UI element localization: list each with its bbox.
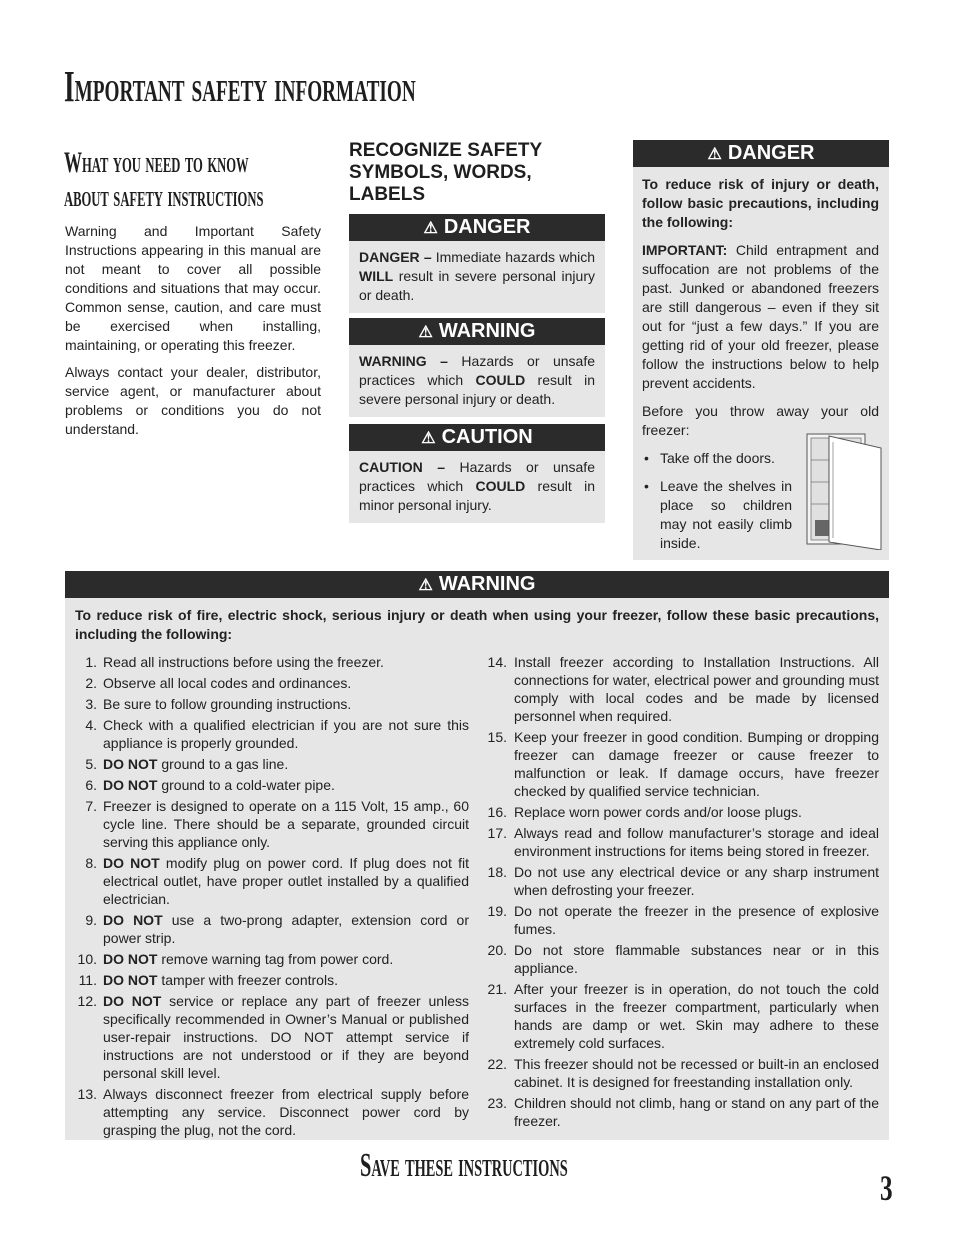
list-item: 2. Observe all local codes and ordinances. — [77, 674, 469, 692]
list-item: 4. Check with a qualified electrician if you are not sure this appliance is properly grounded. — [77, 716, 469, 752]
caution-symbol-box — [349, 424, 605, 523]
list-item: 23. Children should not climb, hang or stand on any part of the freezer. — [485, 1094, 879, 1130]
list-item: 7. Freezer is designed to operate on a 115 Volt, 15 amp., 60 cycle line. There should be a separate, grounded circuit serving this appliance only. — [77, 797, 469, 851]
intro-text — [65, 222, 321, 447]
item-number: 3. — [85, 696, 97, 712]
list-item: 16. Replace worn power cords and/or loose plugs. — [485, 803, 879, 821]
freezer-illustration — [805, 430, 883, 550]
list-item: 20. Do not store flammable substances near or in this appliance. — [485, 941, 879, 977]
list-item: • Leave the shelves in place so children may not easily climb inside. — [644, 478, 792, 551]
item-number: 17. — [487, 825, 507, 841]
caution-label-bar: ⚠ CAUTION — [349, 424, 605, 451]
list-item: 9. DO NOT use a two-prong adapter, extension cord or power strip. — [77, 911, 469, 947]
warning-description: WARNING – Hazards or unsafe practices which COULD result in severe personal injury or death. — [359, 353, 595, 407]
warning-triangle-icon: ⚠ — [421, 430, 436, 447]
before-throw-away: Before you throw away your old freezer: — [642, 403, 879, 438]
list-item: • Take off the doors. — [644, 450, 775, 466]
danger-symbol-box — [349, 214, 605, 313]
warning-triangle-icon: ⚠ — [423, 220, 438, 237]
list-item: 22. This freezer should not be recessed or built-in an enclosed cabinet. It is designed for freestanding installation only. — [485, 1055, 879, 1091]
danger-panel-bar: ⚠ DANGER — [633, 140, 889, 167]
item-number: 8. — [85, 855, 97, 871]
item-number: 12. — [77, 993, 97, 1009]
warning-triangle-icon: ⚠ — [418, 324, 433, 341]
item-number: 2. — [85, 675, 97, 691]
item-number: 1. — [85, 654, 97, 670]
list-item: 17. Always read and follow manufacturer’s storage and ideal environment instructions for items being stored in freezer. — [485, 824, 879, 860]
warning-panel-bar: ⚠ WARNING — [65, 571, 889, 598]
item-number: 11. — [78, 972, 97, 988]
danger-description: DANGER – Immediate hazards which WILL result in severe personal injury or death. — [359, 249, 595, 303]
item-number: 21. — [487, 981, 507, 997]
list-item: 14. Install freezer according to Installation Instructions. All connections for water, electrical power and grounding must comply with local codes and be made by licensed personnel when required. — [485, 653, 879, 725]
item-number: 22. — [487, 1056, 507, 1072]
recognize-heading: RECOGNIZE SAFETY SYMBOLS, WORDS, LABELS — [349, 140, 543, 205]
item-number: 19. — [487, 903, 507, 919]
list-item: 6. DO NOT ground to a cold-water pipe. — [77, 776, 469, 794]
item-number: 10. — [77, 951, 97, 967]
intro-paragraph: Warning and Important Safety Instructions appearing in this manual are not meant to cover all possible conditions and situations that may occur. Common sense, caution, and care must be exercised when installing, maintaining, or operating this freezer. — [65, 223, 321, 353]
intro-paragraph: Always contact your dealer, distributor, service agent, or manufacturer about problems or conditions you do not understand. — [65, 364, 321, 437]
item-number: 16. — [487, 804, 507, 820]
warning-label-bar: ⚠ WARNING — [349, 318, 605, 345]
page-title: Important safety information — [64, 62, 416, 111]
item-number: 6. — [85, 777, 97, 793]
danger-panel — [633, 140, 889, 560]
warning-panel-lead: To reduce risk of fire, electric shock, serious injury or death when using your freezer, follow these basic precautions, including the following: — [75, 607, 879, 642]
list-item: 19. Do not operate the freezer in the presence of explosive fumes. — [485, 902, 879, 938]
list-item: 18. Do not use any electrical device or any sharp instrument when defrosting your freezer. — [485, 863, 879, 899]
list-item: 21. After your freezer is in operation, do not touch the cold surfaces in the freezer compartment, particularly when hands are damp or wet. Skin may adhere to these extremely cold surfaces. — [485, 980, 879, 1052]
list-item: 10. DO NOT remove warning tag from power cord. — [77, 951, 394, 967]
warning-triangle-icon: ⚠ — [418, 577, 433, 594]
list-item: 11. DO NOT tamper with freezer controls. — [78, 972, 338, 988]
precautions-right-column — [485, 653, 879, 1133]
danger-panel-lead: To reduce risk of injury or death, follow basic precautions, including the following: — [642, 176, 879, 230]
item-number: 23. — [487, 1095, 507, 1111]
save-instructions: Save these instructions — [360, 1147, 568, 1184]
warning-panel — [65, 571, 889, 1140]
list-item: 12. DO NOT service or replace any part of freezer unless specifically recommended in Owner’s Manual or published user-repair instructions. DO NOT attempt service if instructions are not understood or if they are beyond personal skill level. — [77, 993, 469, 1081]
item-number: 14. — [487, 654, 507, 670]
item-number: 7. — [85, 798, 97, 814]
item-number: 13. — [77, 1086, 97, 1102]
item-number: 20. — [487, 942, 507, 958]
list-item: 1. Read all instructions before using the freezer. — [77, 653, 469, 671]
page-number: 3 — [880, 1168, 893, 1208]
list-item: 3. Be sure to follow grounding instructions. — [77, 695, 469, 713]
section-title: What you need to know about safety instructions — [64, 146, 264, 213]
disposal-list — [642, 449, 792, 553]
list-item: 8. DO NOT modify plug on power cord. If plug does not fit electrical outlet, have proper outlet installed by a qualified electrician. — [77, 854, 469, 908]
list-item: 13. Always disconnect freezer from electrical supply before attempting any service. Disconnect power cord by grasping the plug, not the cord. — [77, 1086, 469, 1138]
list-item: 15. Keep your freezer in good condition. Bumping or dropping freezer can damage freezer or cause freezer to malfunction or leak. If damage occurs, have freezer checked by qualified service technician. — [485, 728, 879, 800]
precautions-left-column — [77, 653, 469, 1142]
item-number: 5. — [85, 756, 97, 772]
item-number: 18. — [487, 864, 507, 880]
caution-description: CAUTION – Hazards or unsafe practices which COULD result in minor personal injury. — [359, 459, 595, 513]
list-item: 5. DO NOT ground to a gas line. — [77, 755, 469, 773]
item-number: 15. — [487, 729, 507, 745]
item-number: 9. — [85, 912, 97, 928]
warning-symbol-box — [349, 318, 605, 417]
item-number: 4. — [85, 717, 97, 733]
danger-label-bar: ⚠ DANGER — [349, 214, 605, 241]
important-paragraph: IMPORTANT: Child entrapment and suffocation are not problems of the past. Junked or abandoned freezers are still dangerous – even if they sit out for “just a few days.” If you are getting rid of your old freezer, please follow the instructions below to help prevent accidents. — [642, 242, 879, 391]
warning-triangle-icon: ⚠ — [707, 146, 722, 163]
